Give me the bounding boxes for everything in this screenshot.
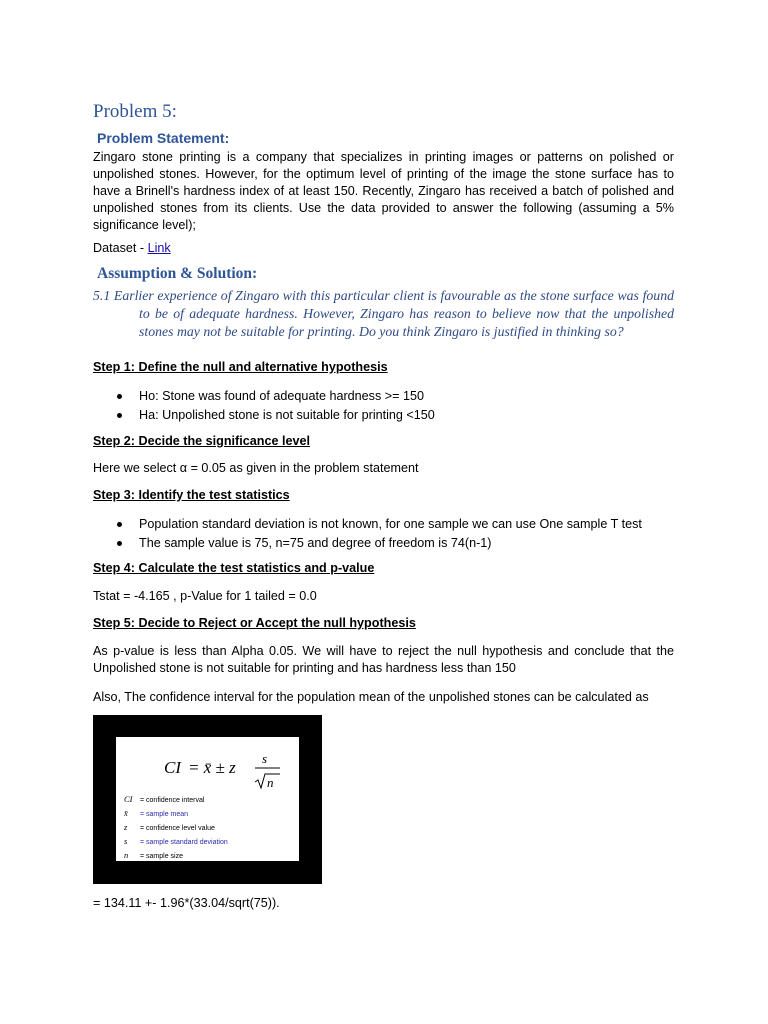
legend-row-n [124,849,183,861]
question-5-1: 5.1 Earlier experience of Zingaro with this particular client is favourable as the stone surface was found to be of adequate hardness. However, Zingaro has reason to believe now that the unpolished stones may not be suitable for printing. Do you think Zingaro is justified in thinking so? [93,288,674,339]
step-4-heading: Step 4: Calculate the test statistics and p-value [93,561,375,575]
step-1-bullet-list [93,387,435,424]
formula-rhs: = x̄ ± z [188,758,236,777]
problem-statement-heading: Problem Statement: [97,130,230,146]
formula-lhs: CI [164,758,181,777]
list-item: Population standard deviation is not known, for one sample we can use One sample T test [93,515,642,534]
legend-row-ci [124,793,204,805]
ci-result-text: = 134.11 +- 1.96*(33.04/sqrt(75)). [93,896,280,910]
ci-formula-panel [116,737,299,861]
list-item: Ho: Stone was found of adequate hardness >= 150 [93,387,435,406]
step-1-heading: Step 1: Define the null and alternative hypothesis [93,360,388,374]
legend-symbol: z [124,822,128,832]
step-3-bullet-list [93,515,642,552]
ci-intro-text: Also, The confidence interval for the population mean of the unpolished stones can be calculated as [93,690,649,704]
legend-text: = sample standard deviation [140,839,228,846]
legend-symbol: n [124,850,129,860]
step-2-heading: Step 2: Decide the significance level [93,434,310,448]
step-3-heading: Step 3: Identify the test statistics [93,488,290,502]
legend-symbol: CI [124,794,133,804]
legend-row-sample-mean [124,807,188,819]
legend-row-s [124,835,228,847]
legend-row-z [124,821,215,833]
dataset-link[interactable]: Link [147,241,171,255]
problem-title: Problem 5: [93,101,177,122]
dataset-line [93,240,674,257]
list-item: The sample value is 75, n=75 and degree of freedom is 74(n-1) [93,534,642,553]
legend-text: = sample mean [140,811,189,818]
step-5-heading: Step 5: Decide to Reject or Accept the null hypothesis [93,616,416,630]
legend-text: = confidence level value [140,825,215,832]
step-4-text: Tstat = -4.165 , p-Value for 1 tailed = 0.0 [93,589,317,603]
legend-text: = confidence interval [140,797,205,804]
step-5-text: As p-value is less than Alpha 0.05. We will have to reject the null hypothesis and conclude that the Unpolished stone is not suitable for printing and has hardness less than 150 [93,644,674,675]
problem-statement-body: Zingaro stone printing is a company that specializes in printing images or patterns on polished or unpolished stones. However, for the optimum level of printing of the image the stone surface has to have a Brinell's hardness index of at least 150. Recently, Zingaro has received a batch of polished and unpolished stones from its clients. Use the data provided to answer the following (assuming a 5% significance level); [93,150,674,232]
solution-heading: Assumption & Solution: [97,265,258,282]
formula-numerator: s [262,751,268,766]
legend-symbol: x̄ [124,808,128,818]
legend-text: = sample size [140,853,183,860]
ci-formula-equation [116,741,299,799]
legend-symbol: s [124,836,128,846]
formula-denominator: n [267,775,274,790]
dataset-label: Dataset - [93,241,148,255]
ci-formula-image [93,715,322,884]
step-2-text: Here we select α = 0.05 as given in the problem statement [93,461,419,475]
list-item: Ha: Unpolished stone is not suitable for printing <150 [93,406,435,425]
